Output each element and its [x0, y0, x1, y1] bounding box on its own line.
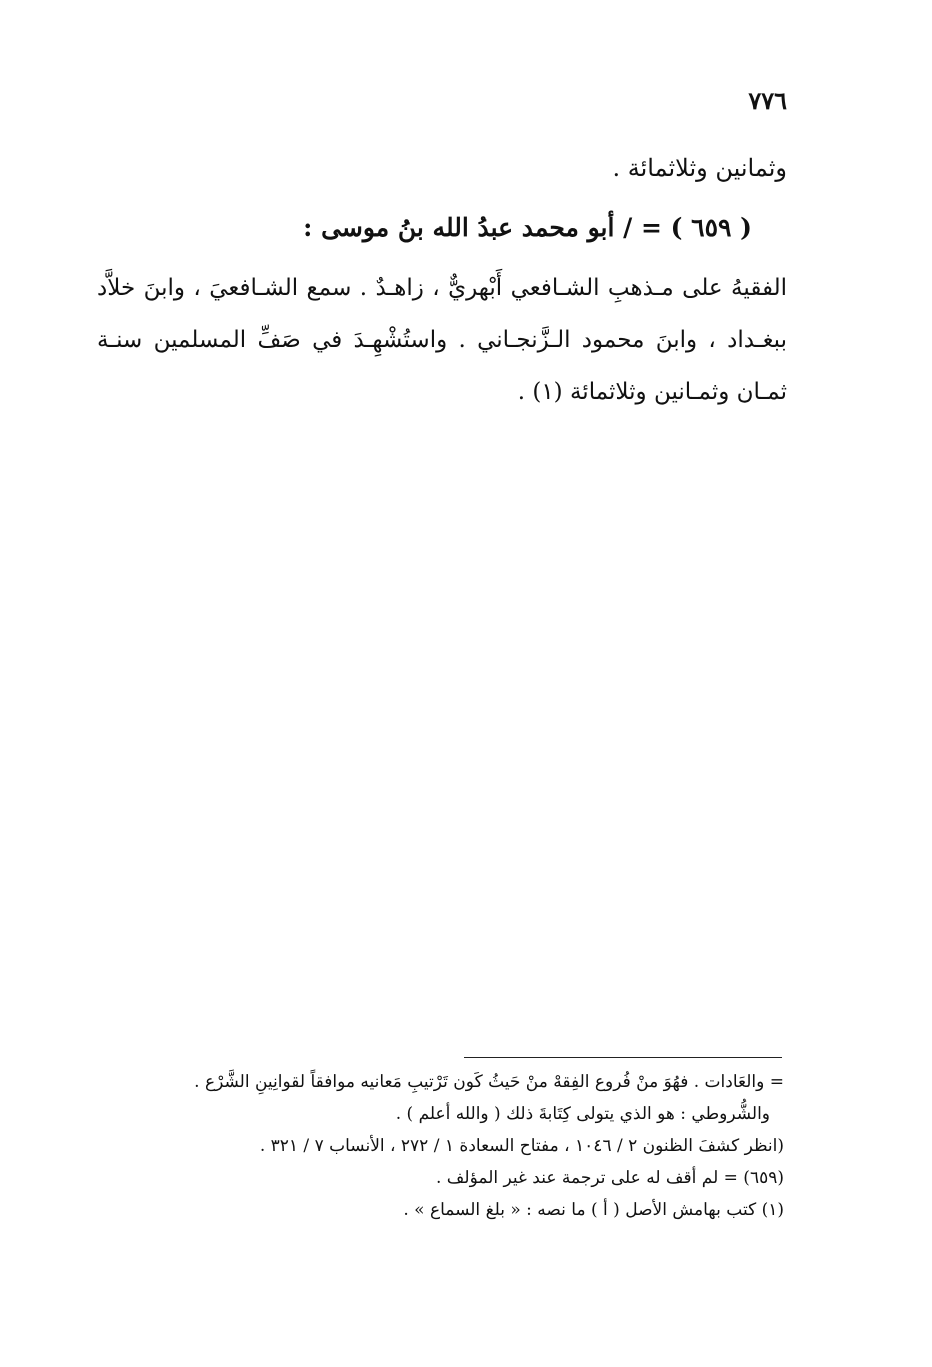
footnote-references: (انظر كشفَ الظنون ٢ / ١٠٤٦ ، مفتاح السعادة ١ / ٢٧٢ ، الأنساب ٧ / ٣٢١ . — [259, 1136, 784, 1156]
footnote-entry-659: (٦٥٩) = لم أقف له على ترجمة عند غير المؤلف . — [436, 1168, 784, 1188]
footnote-definition: والشُّروطي : هو الذي يتولى كِتَابةَ ذلك ( والله أعلم ) . — [395, 1104, 770, 1124]
footnote-1: (١) كتب بهامش الأصل ( أ ) ما نصه : « بلغ السماع » . — [403, 1200, 784, 1220]
entry-body: الفقيهُ على مـذهبِ الشـافعي أَبْهريٌّ ، زاهـدٌ . سمع الشـافعيَ ، وابنَ خلاَّد ببغـداد ، وابنَ محمود الـزَّنجـاني . واستُشْهِـدَ في صَفِّ المسلمين سنـة ثمـان وثمـانين وثلاثمائة (١) . — [97, 275, 787, 405]
footnote-continuation: = والعَادات . فهُوَ منْ فُروع الفِقهْ منْ حَيثُ كَون تَرْتيبِ مَعانيه موافقاً لقوانِينِ الشَّرْع . — [194, 1072, 784, 1092]
entry-heading: ( ٦٥٩ ) = / أبو محمد عبدُ الله بنُ موسى : — [303, 213, 752, 242]
footnotes — [154, 1066, 784, 1226]
footnote-separator — [464, 1057, 782, 1058]
page-number: ٧٧٦ — [748, 86, 787, 115]
continuation-text: وثمانين وثلاثمائة . — [612, 154, 787, 182]
